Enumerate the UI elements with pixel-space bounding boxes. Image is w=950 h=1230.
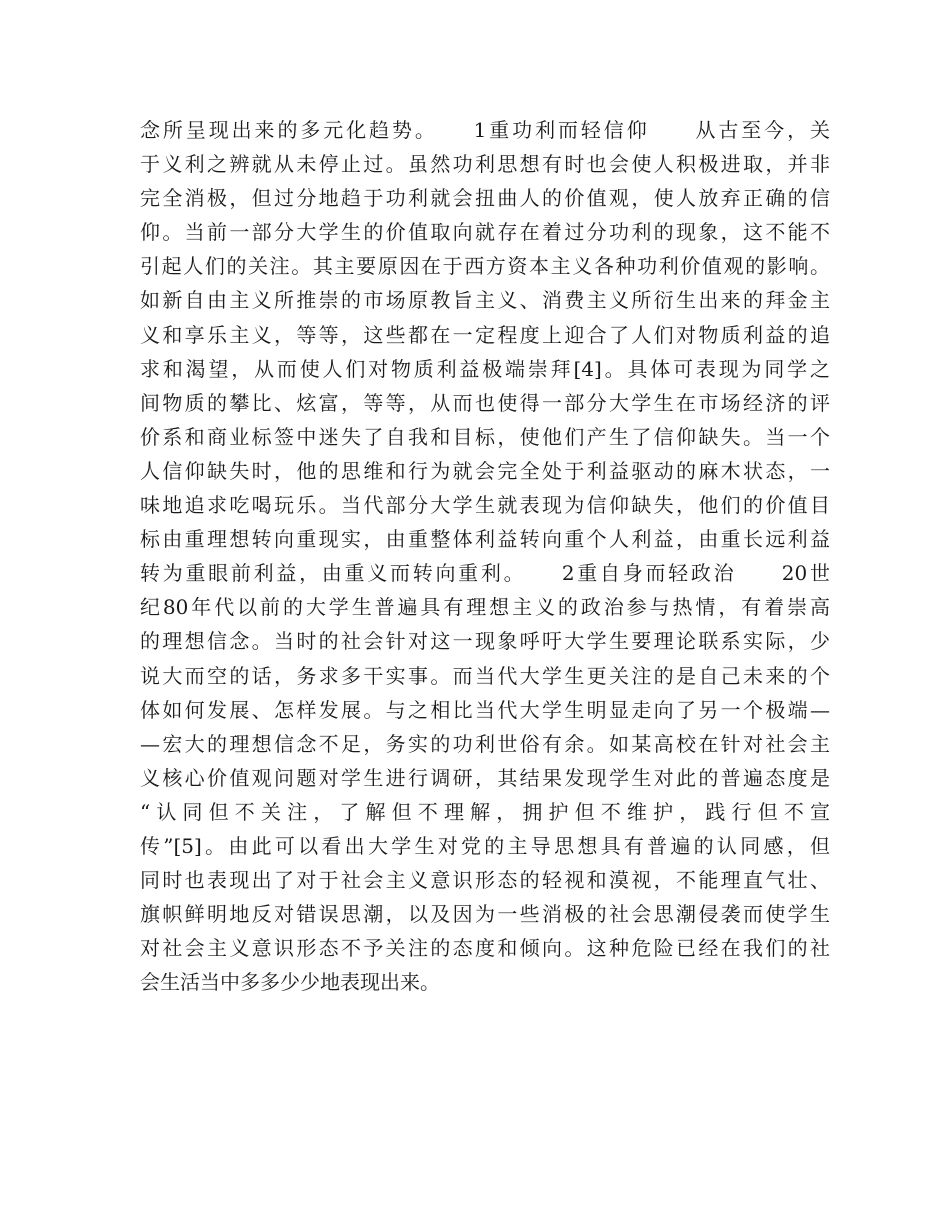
text-line: —宏大的理想信念不足，务实的功利世俗有余。如某高校在针对社会主 bbox=[140, 731, 830, 756]
text-line: 味地追求吃喝玩乐。当代部分大学生就表现为信仰缺失，他们的价值目 bbox=[140, 493, 830, 518]
text-line: “认同但不关注，了解但不理解，拥护但不维护，践行但不宣 bbox=[140, 799, 830, 824]
text-line: 传”[5]。由此可以看出大学生对党的主导思想具有普遍的认同感，但 bbox=[140, 833, 830, 858]
text-line: 如新自由主义所推崇的市场原教旨主义、消费主义所衍生出来的拜金主 bbox=[140, 288, 830, 313]
text-line: 旗帜鲜明地反对错误思潮，以及因为一些消极的社会思潮侵袭而使学生 bbox=[140, 902, 830, 927]
text-line: 转为重眼前利益，由重义而转向重利。 2重自身而轻政治 20世 bbox=[140, 561, 830, 586]
text-line: 的理想信念。当时的社会针对这一现象呼吁大学生要理论联系实际，少 bbox=[140, 629, 830, 654]
text-line: 说大而空的话，务求多干实事。而当代大学生更关注的是自己未来的个 bbox=[140, 663, 830, 688]
text-line: 念所呈现出来的多元化趋势。 1重功利而轻信仰 从古至今，关 bbox=[140, 118, 830, 142]
text-line: 对社会主义意识形态不予关注的态度和倾向。这种危险已经在我们的社 bbox=[140, 936, 830, 961]
text-line: 体如何发展、怎样发展。与之相比当代大学生明显走向了另一个极端— bbox=[140, 697, 830, 722]
text-line: 价系和商业标签中迷失了自我和目标，使他们产生了信仰缺失。当一个 bbox=[140, 424, 830, 449]
text-line: 于义利之辨就从未停止过。虽然功利思想有时也会使人积极进取，并非 bbox=[140, 152, 830, 177]
text-line: 义核心价值观问题对学生进行调研，其结果发现学生对此的普遍态度是 bbox=[140, 765, 830, 790]
text-line: 人信仰缺失时，他的思维和行为就会完全处于利益驱动的麻木状态，一 bbox=[140, 458, 830, 483]
text-line: 间物质的攀比、炫富，等等，从而也使得一部分大学生在市场经济的评 bbox=[140, 390, 830, 415]
text-line: 义和享乐主义，等等，这些都在一定程度上迎合了人们对物质利益的追 bbox=[140, 322, 830, 347]
text-line: 同时也表现出了对于社会主义意识形态的轻视和漠视，不能理直气壮、 bbox=[140, 868, 830, 893]
text-line: 求和渴望，从而使人们对物质利益极端崇拜[4]。具体可表现为同学之 bbox=[140, 356, 830, 381]
text-line: 纪80年代以前的大学生普遍具有理想主义的政治参与热情，有着崇高 bbox=[140, 595, 830, 620]
text-line: 完全消极，但过分地趋于功利就会扭曲人的价值观，使人放弃正确的信 bbox=[140, 186, 830, 211]
text-line: 标由重理想转向重现实，由重整体利益转向重个人利益，由重长远利益 bbox=[140, 527, 830, 552]
text-line: 会生活当中多多少少地表现出来。 bbox=[140, 970, 440, 995]
body-text bbox=[140, 113, 830, 999]
text-line: 引起人们的关注。其主要原因在于西方资本主义各种功利价值观的影响。 bbox=[140, 254, 830, 279]
text-line: 仰。当前一部分大学生的价值取向就存在着过分功利的现象，这不能不 bbox=[140, 220, 830, 245]
